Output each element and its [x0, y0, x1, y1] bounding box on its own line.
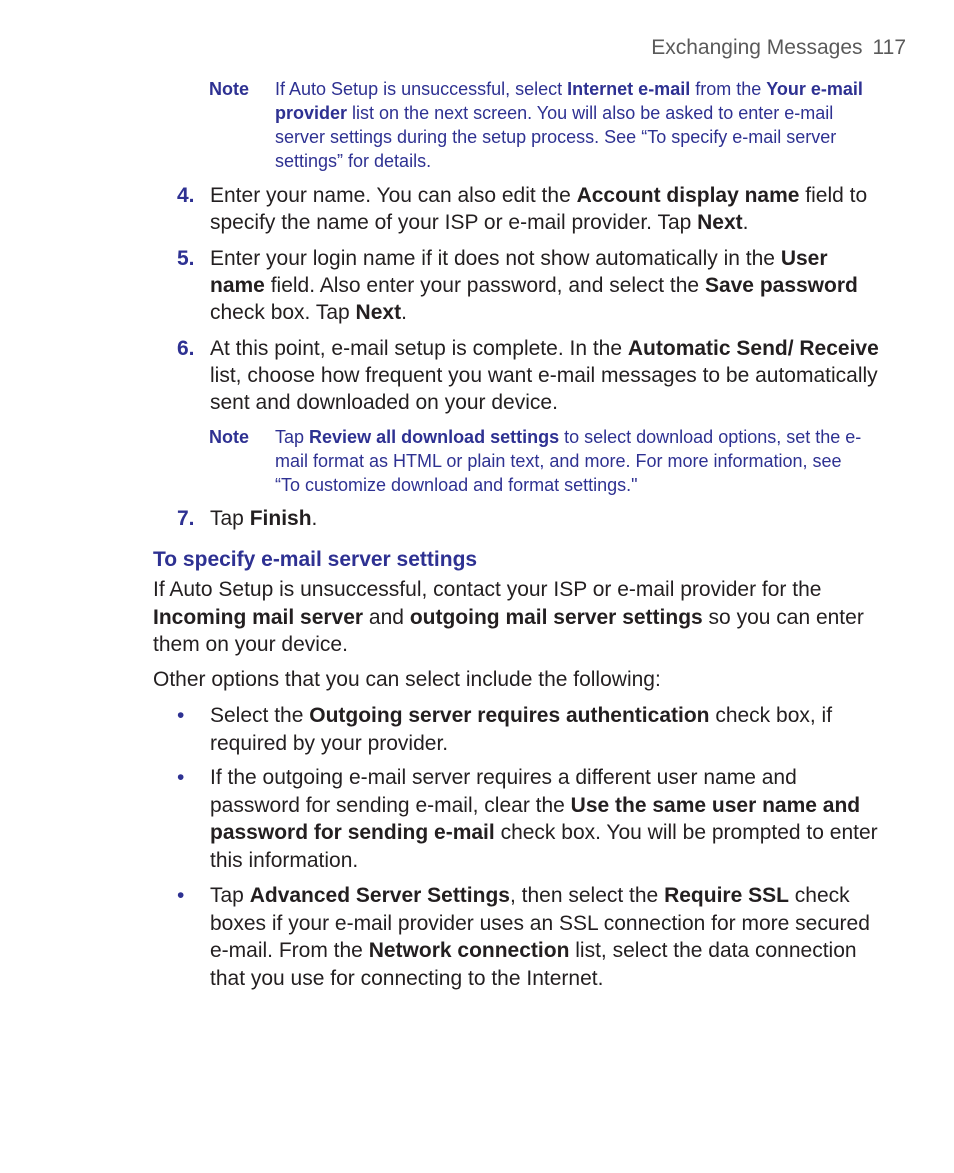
section-heading: To specify e-mail server settings [153, 548, 478, 571]
text-part: . [742, 211, 749, 234]
text-part: list, choose how frequent you want e-mail messages to be automatically sent and downloaded on your device. [210, 364, 878, 414]
emphasis: outgoing mail server settings [409, 605, 703, 629]
page-number: 117 [872, 36, 906, 59]
text-part: . [311, 507, 318, 530]
note-text-part: from the [690, 79, 767, 99]
note-emphasis: Internet e-mail [567, 79, 691, 99]
text-part: field. Also enter your password, and select the [264, 274, 705, 297]
bullet-icon: • [177, 704, 185, 727]
emphasis: Next [697, 211, 743, 234]
text-part: If the outgoing e-mail server requires a different user name and password for sending e-mail, clear the [210, 766, 797, 817]
text-part: check box. You will be prompted to enter this information. [210, 821, 878, 872]
note-text [275, 425, 865, 497]
note-text-part: to select download options, set the e-mail format as HTML or plain text, and more. For more information, see “To customize download and format settings." [275, 427, 862, 495]
text-part: If Auto Setup is unsuccessful, contact your ISP or e-mail provider for the [153, 578, 822, 601]
note-text [275, 77, 865, 173]
note-text-part: Tap [275, 427, 310, 447]
text-part: Enter your name. You can also edit the [210, 184, 577, 207]
section-title: Exchanging Messages [651, 36, 863, 59]
step-text [210, 245, 880, 326]
emphasis: Network connection [368, 939, 570, 962]
emphasis: Next [355, 301, 402, 324]
bullet-text [210, 882, 880, 992]
emphasis: Use the same user name and password for sending e-mail [210, 793, 861, 844]
note-emphasis: Review all download settings [309, 427, 560, 447]
emphasis: Save password [704, 274, 858, 297]
text-part: so you can enter them on your device. [153, 605, 864, 656]
paragraph-other-options: Other options that you can select include the following: [153, 668, 661, 691]
emphasis: User name [210, 247, 828, 297]
text-part: list, select the data connection that you use for connecting to the Internet. [210, 939, 857, 990]
emphasis: Incoming mail server [153, 605, 364, 629]
note-text-part: If Auto Setup is unsuccessful, select [275, 79, 568, 99]
note-emphasis: Your e-mail provider [275, 79, 863, 123]
bullet-text [210, 764, 880, 874]
text-part: Tap [210, 507, 250, 530]
emphasis: Outgoing server requires authentication [309, 704, 710, 727]
emphasis: Finish [249, 507, 312, 530]
bullet-icon: • [177, 766, 185, 789]
text-part: Enter your login name if it does not show automatically in the [210, 247, 781, 270]
step-text [210, 505, 880, 532]
text-part: check box, if required by your provider. [210, 704, 833, 755]
note-label: Note [209, 427, 249, 447]
text-part: . [401, 301, 407, 324]
emphasis: Automatic Send/ Receive [627, 337, 879, 360]
text-part: and [363, 605, 410, 629]
step-text [210, 335, 880, 416]
paragraph-auto-setup [153, 576, 883, 659]
emphasis: Advanced Server Settings [249, 884, 510, 907]
text-part: field to specify the name of your ISP or e-mail provider. Tap [210, 184, 868, 234]
text-part: check box. Tap [210, 301, 356, 324]
text-part: Tap [210, 884, 250, 907]
emphasis: Require SSL [664, 884, 789, 907]
text-part: , then select the [509, 884, 665, 907]
emphasis: Account display name [576, 184, 800, 207]
text-part: check boxes if your e-mail provider uses an SSL connection for more secured e-mail. From the [210, 884, 870, 962]
note-text-part: list on the next screen. You will also be asked to enter e-mail server settings during the setup process. See “To specify e-mail server settings” for details. [275, 103, 837, 171]
step-number: 6. [177, 337, 195, 360]
bullet-icon: • [177, 884, 185, 907]
step-text [210, 182, 880, 236]
text-part: At this point, e-mail setup is complete. In the [210, 337, 628, 360]
step-number: 5. [177, 247, 195, 270]
text-part: Select the [210, 704, 310, 727]
note-label: Note [209, 79, 249, 99]
bullet-text [210, 702, 880, 757]
running-header [651, 36, 906, 60]
step-number: 4. [177, 184, 195, 207]
step-number: 7. [177, 507, 195, 530]
